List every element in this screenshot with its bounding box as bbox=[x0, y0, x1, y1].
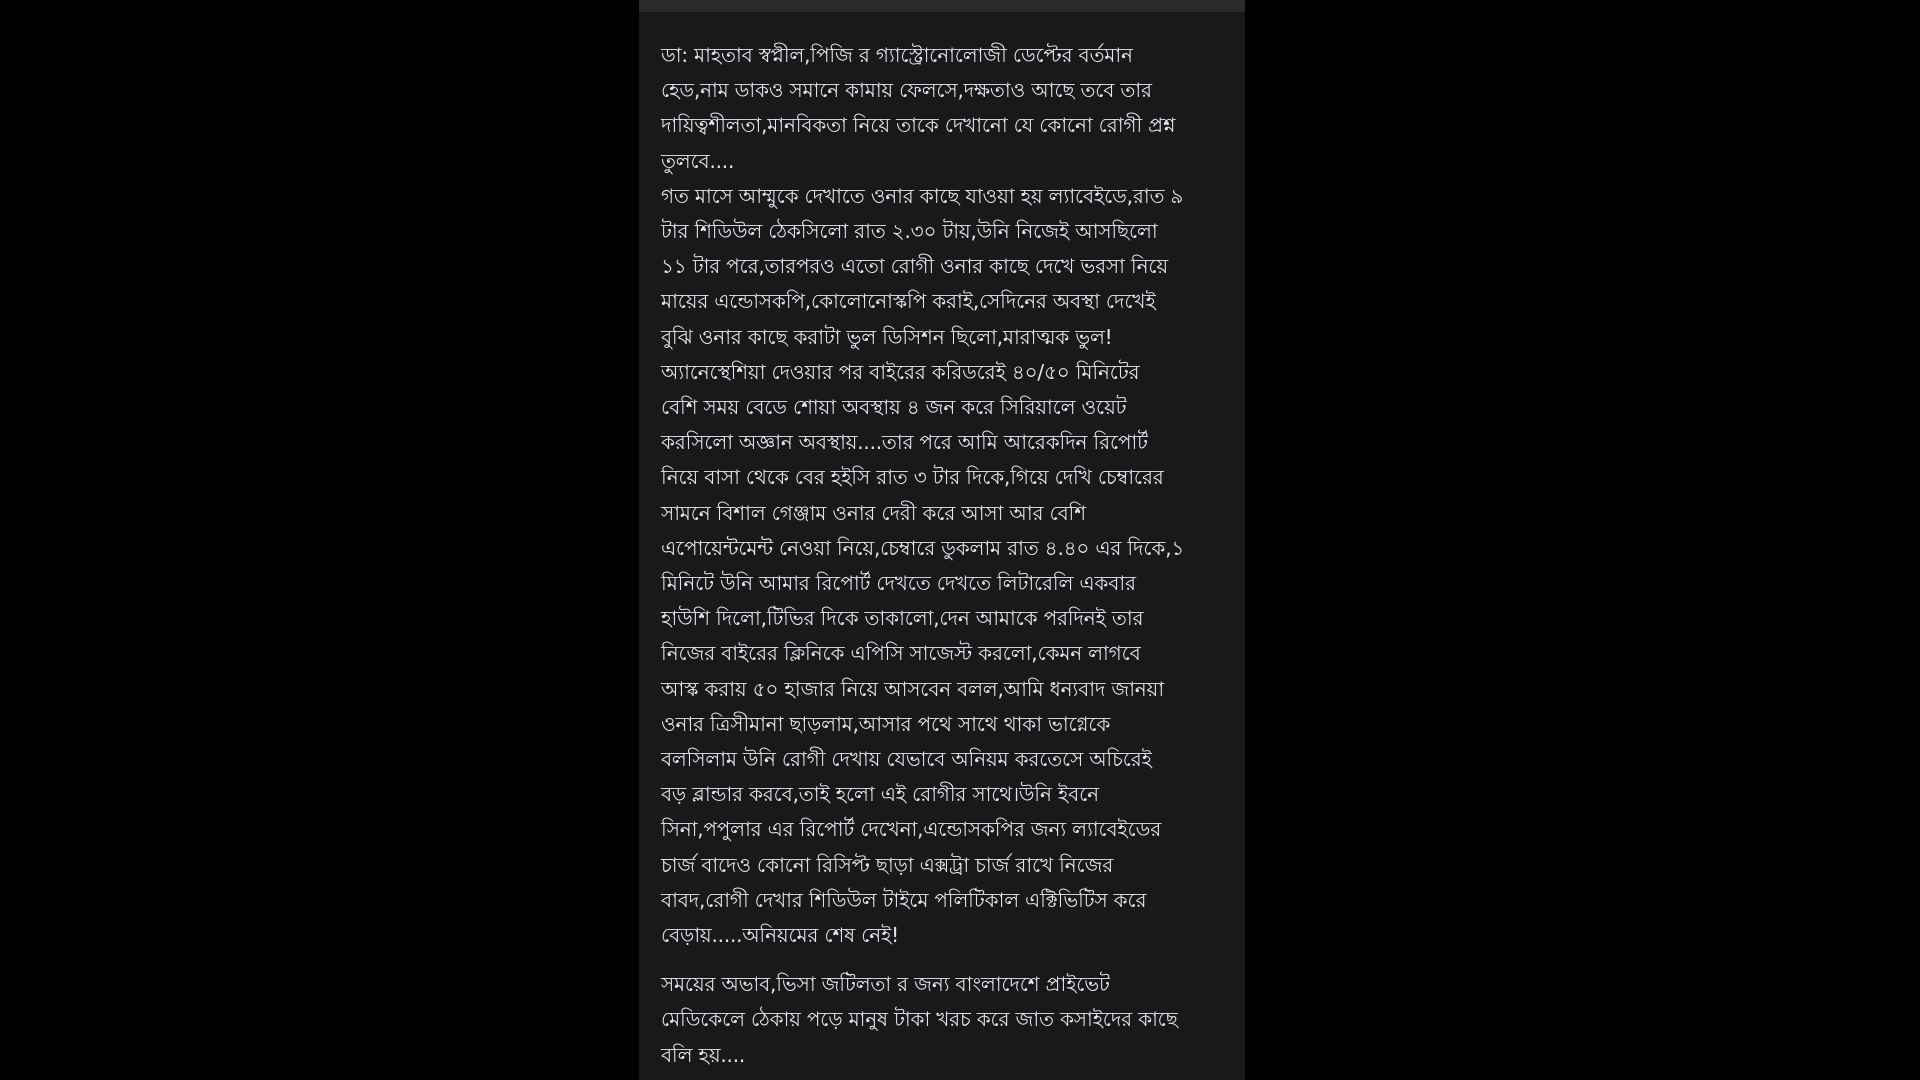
text-line: এপোয়েন্টমেন্ট নেওয়া নিয়ে,চেম্বারে ডুকলাম রাত ৪.৪০ এর দিকে,১ bbox=[661, 535, 1185, 560]
text-line: তুলবে.... bbox=[661, 148, 735, 173]
post-text bbox=[661, 38, 1229, 1073]
text-line: গত মাসে আম্মুকে দেখাতে ওনার কাছে যাওয়া হয় ল্যাবেইডে,রাত ৯ bbox=[661, 183, 1184, 208]
text-line: নিজের বাইরের ক্লিনিকে এপিসি সাজেস্ট করলো,কেমন লাগবে bbox=[661, 641, 1141, 666]
text-line: সামনে বিশাল গেঞ্জাম ওনার দেরী করে আসা আর বেশি bbox=[661, 500, 1086, 525]
text-line: ১১ টার পরে,তারপরও এতো রোগী ওনার কাছে দেখে ভরসা নিয়ে bbox=[661, 254, 1168, 279]
panel-top-strip bbox=[639, 0, 1245, 12]
text-line: হেড,নাম ডাকও সমানে কামায় ফেলসে,দক্ষতাও আছে তবে তার bbox=[661, 78, 1152, 103]
text-line: মায়ের এন্ডোসকপি,কোলোনোস্কপি করাই,সেদিনের অবস্থা দেখেই bbox=[661, 289, 1156, 314]
post-paragraph bbox=[661, 967, 1229, 1073]
post-paragraph bbox=[661, 179, 1229, 953]
text-line: বলি হয়.... bbox=[661, 1042, 746, 1067]
text-line: বলসিলাম উনি রোগী দেখায় যেভাবে অনিয়ম করতেসে অচিরেই bbox=[661, 747, 1152, 772]
text-line: ডা: মাহতাব স্বপ্নীল,পিজি র গ্যাস্ট্রোনোলোজী ডেপ্টের বর্তমান bbox=[661, 43, 1133, 67]
text-line: মিনিটে উনি আমার রিপোর্ট দেখতে দেখতে লিটারেলি একবার bbox=[661, 571, 1136, 596]
text-line: আস্ক করায় ৫০ হাজার নিয়ে আসবেন বলল,আমি ধন্যবাদ জানয়া bbox=[661, 676, 1164, 701]
text-line: সময়ের অভাব,ভিসা জটিলতা র জন্য বাংলাদেশে প্রাইভেট bbox=[661, 972, 1110, 997]
text-line: চার্জ বাদেও কোনো রিসিপ্ট ছাড়া এক্সট্রা চার্জ রাখে নিজের bbox=[661, 852, 1114, 877]
text-line: অ্যানেস্থেশিয়া দেওয়ার পর বাইরের করিডরেই ৪০/৫০ মিনিটের bbox=[661, 359, 1140, 384]
text-line: সিনা,পপুলার এর রিপোর্ট দেখেনা,এন্ডোসকপির জন্য ল্যাবেইডের bbox=[661, 817, 1161, 842]
text-line: ওনার ত্রিসীমানা ছাড়লাম,আসার পথে সাথে থাকা ভাগ্নেকে bbox=[661, 711, 1111, 736]
text-line: বুঝি ওনার কাছে করাটা ভুল ডিসিশন ছিলো,মারাত্মক ভুল! bbox=[661, 324, 1113, 349]
post-panel bbox=[639, 0, 1245, 1080]
post-paragraph bbox=[661, 38, 1229, 179]
text-line: নিয়ে বাসা থেকে বের হইসি রাত ৩ টার দিকে,গিয়ে দেখি চেম্বারের bbox=[661, 465, 1164, 490]
text-line: দায়িত্বশীলতা,মানবিকতা নিয়ে তাকে দেখানো যে কোনো রোগী প্রশ্ন bbox=[661, 113, 1176, 138]
text-line: মেডিকেলে ঠেকায় পড়ে মানুষ টাকা খরচ করে জাত কসাইদের কাছে bbox=[661, 1007, 1178, 1032]
text-line: হাউশি দিলো,টিভির দিকে তাকালো,দেন আমাকে পরদিনই তার bbox=[661, 606, 1144, 631]
text-line: বড় ব্লান্ডার করবে,তাই হলো এই রোগীর সাথে।উনি ইবনে bbox=[661, 782, 1099, 807]
text-line: বেশি সময় বেডে শোয়া অবস্থায় ৪ জন করে সিরিয়ালে ওয়েট bbox=[661, 395, 1127, 420]
text-line: করসিলো অজ্ঞান অবস্থায়....তার পরে আমি আরেকদিন রিপোর্ট bbox=[661, 430, 1148, 455]
text-line: বেড়ায়.....অনিয়মের শেষ নেই! bbox=[661, 923, 899, 948]
text-line: টার শিডিউল ঠেকসিলো রাত ২.৩০ টায়,উনি নিজেই আসছিলো bbox=[661, 219, 1158, 244]
text-line: বাবদ,রোগী দেখার শিডিউল টাইমে পলিটিকাল এক্টিভিটিস করে bbox=[661, 887, 1147, 912]
